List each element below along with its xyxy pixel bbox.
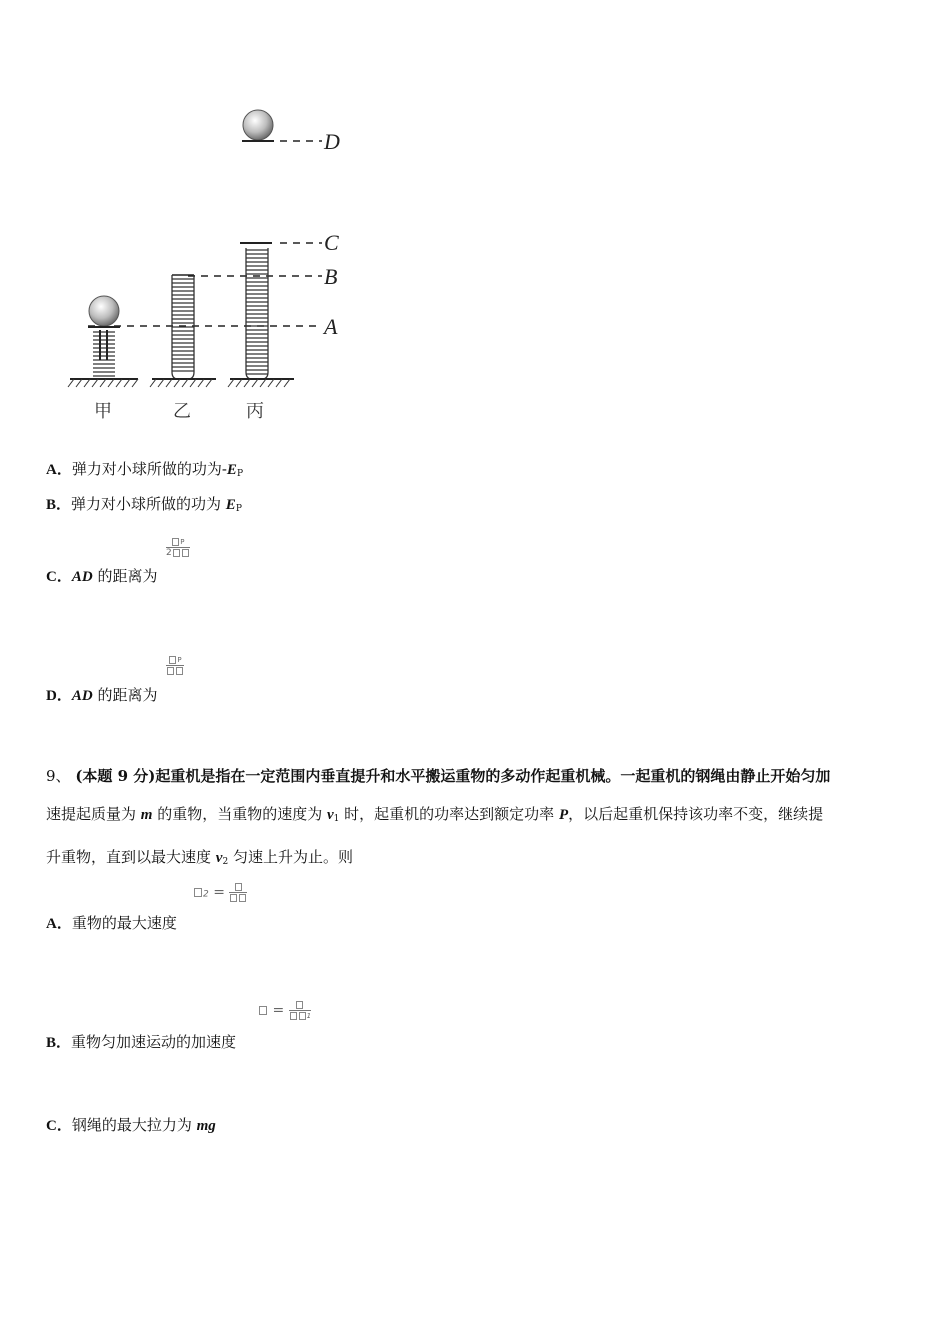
q9-option-a[interactable]: A．重物的最大速度 (46, 914, 177, 932)
label-b: B (324, 264, 338, 289)
q8-option-d[interactable]: D．AD 的距离为 (46, 686, 158, 704)
q9-option-c[interactable]: C．钢绳的最大拉力为 mg (46, 1116, 216, 1134)
label-c: C (324, 230, 339, 255)
q9-stem (46, 757, 916, 881)
q9-line-1: 9、 (本题 9 分)起重机是指在一定范围内垂直提升和水平搬运重物的多动作起重机械。一起重机的钢绳由静止开始匀加 (46, 767, 831, 785)
q8-formula-d: P (166, 655, 184, 676)
spring-ball-figure (60, 100, 360, 425)
q8-option-c[interactable]: C．AD 的距离为 (46, 567, 158, 585)
setup-yi (150, 275, 216, 387)
q9-formula-a: 2 = (193, 882, 247, 903)
setup-bing (228, 248, 294, 387)
q9-line-3: 升重物，直到以最大速度 $v_2$ 匀速上升为止。则 (46, 848, 353, 867)
q8-option-b[interactable]: B．弹力对小球所做的功为 $E_P$ (46, 495, 242, 514)
ball-at-d (242, 110, 274, 141)
q9-option-b[interactable]: B．重物匀加速运动的加速度 (46, 1033, 237, 1051)
label-d: D (324, 129, 340, 154)
q8-formula-c: $\frac{P}{2}$ (166, 537, 190, 558)
caption-bing: 丙 (246, 401, 264, 422)
q8-option-a[interactable]: A．弹力对小球所做的功为$-E_P$ (46, 460, 243, 479)
q9-line-2: 速提起质量为 m 的重物，当重物的速度为 $v_1$ 时，起重机的功率达到额定功率 P，以后起重机保持该功率不变，继续提 (46, 805, 824, 824)
label-a: A (324, 314, 338, 339)
setup-jia (68, 296, 138, 387)
caption-jia: 甲 (94, 401, 112, 422)
caption-yi: 乙 (173, 401, 191, 422)
q9-formula-b: = 1 (258, 1000, 311, 1021)
